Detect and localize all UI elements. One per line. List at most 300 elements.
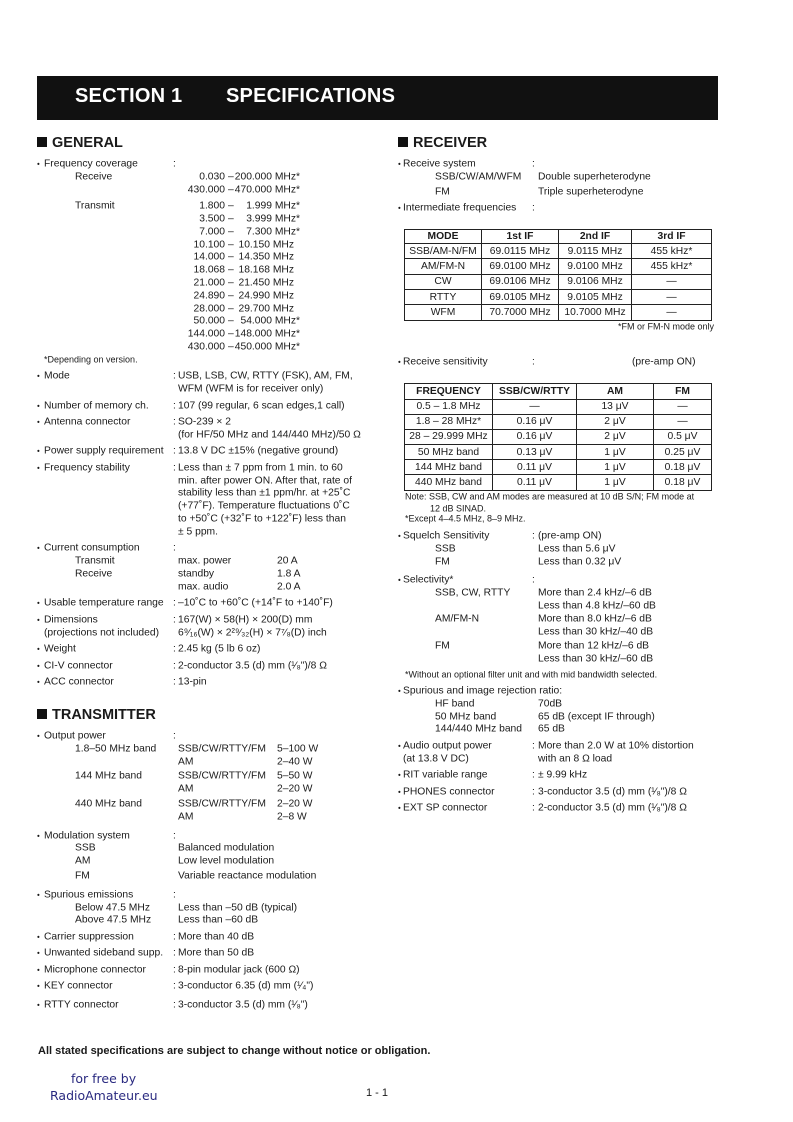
spec-sublabel: FM bbox=[435, 186, 450, 198]
table-cell: 0.16 μV bbox=[493, 414, 577, 429]
bullet-dot: • bbox=[37, 932, 40, 942]
spec-value: 3-conductor 6.35 (d) mm (¹⁄₄") bbox=[178, 980, 314, 992]
table-cell: 0.18 μV bbox=[654, 475, 712, 490]
spec-sublabel: FM bbox=[435, 556, 450, 568]
table-cell: 13 μV bbox=[577, 399, 654, 414]
spec-value: WFM (WFM is for receiver only) bbox=[178, 383, 324, 395]
spec-label: EXT SP connector bbox=[403, 802, 488, 814]
frequency-high-text: 1.999 MHz* bbox=[246, 200, 300, 212]
column-header: AM bbox=[577, 383, 654, 399]
spec-label: Usable temperature range bbox=[44, 597, 164, 609]
frequency-high bbox=[230, 251, 294, 264]
spec-value: 3-conductor 3.5 (d) mm (¹⁄₈")/8 Ω bbox=[538, 786, 687, 798]
spec-label: Output power bbox=[44, 730, 106, 742]
frequency-high bbox=[230, 328, 300, 341]
spec-label: Squelch Sensitivity bbox=[403, 530, 490, 542]
spec-value: 2-conductor 3.5 (d) mm (¹⁄₈")/8 Ω bbox=[538, 802, 687, 814]
spec-value: AM bbox=[178, 783, 194, 795]
bullet-dot: • bbox=[398, 531, 401, 541]
spec-value: (+77˚F). Temperature fluctuations 0˚C bbox=[178, 500, 350, 512]
table-row bbox=[405, 429, 712, 444]
bullet-dot: • bbox=[37, 446, 40, 456]
spec-value: SSB/CW/RTTY/FM bbox=[178, 798, 266, 810]
spec-sublabel: 50 MHz band bbox=[435, 711, 497, 723]
spec-value: More than 2.4 kHz/–6 dB bbox=[538, 587, 652, 599]
spec-value: Less than 0.32 μV bbox=[538, 556, 622, 568]
table-row bbox=[405, 243, 712, 258]
colon: : bbox=[173, 597, 176, 609]
spec-value: standby bbox=[178, 568, 215, 580]
frequency-high-text: 54.000 MHz* bbox=[240, 315, 300, 327]
bullet-dot: • bbox=[398, 357, 401, 367]
bullet-dot: • bbox=[398, 787, 401, 797]
table-header-row bbox=[405, 383, 712, 399]
spec-sublabel: 144 MHz band bbox=[75, 770, 142, 782]
spec-value: 8-pin modular jack (600 Ω) bbox=[178, 964, 300, 976]
bullet-dot: • bbox=[37, 615, 40, 625]
table-row bbox=[405, 414, 712, 429]
range-dash: – bbox=[228, 328, 234, 340]
table-cell: SSB/AM-N/FM bbox=[405, 243, 482, 258]
spec-value: AM bbox=[178, 811, 194, 823]
spec-value-secondary: 2–20 W bbox=[277, 783, 313, 795]
table-row bbox=[405, 475, 712, 490]
bullet-dot: • bbox=[37, 159, 40, 169]
table-cell: WFM bbox=[405, 305, 482, 320]
spec-value: 3-conductor 3.5 (d) mm (¹⁄₈") bbox=[178, 999, 308, 1011]
bullet-dot: • bbox=[37, 981, 40, 991]
spec-value: Less than 5.6 μV bbox=[538, 543, 616, 555]
spec-label: Carrier suppression bbox=[44, 931, 134, 943]
footnote: *Without an optional filter unit and with mid bandwidth selected. bbox=[405, 669, 658, 679]
frequency-high bbox=[230, 238, 294, 251]
table-cell: — bbox=[654, 414, 712, 429]
spec-value: Less than 30 kHz/–60 dB bbox=[538, 653, 654, 665]
square-bullet-icon bbox=[398, 137, 408, 147]
watermark-line-1: for free by bbox=[71, 1071, 137, 1086]
section-header-bar bbox=[37, 76, 718, 120]
spec-value-secondary: 2–20 W bbox=[277, 798, 313, 810]
colon: : bbox=[173, 830, 176, 842]
frequency-high-text: 21.450 MHz bbox=[238, 277, 294, 289]
spec-label: Receive sensitivity bbox=[403, 356, 488, 368]
spec-label: Audio output power bbox=[403, 740, 492, 752]
spec-value: 13-pin bbox=[178, 676, 207, 688]
spec-value: max. power bbox=[178, 555, 232, 567]
bullet-dot: • bbox=[37, 371, 40, 381]
spec-value: More than 40 dB bbox=[178, 931, 255, 943]
colon: : bbox=[532, 202, 535, 214]
frequency-low: 0.030 bbox=[199, 171, 225, 183]
colon: : bbox=[173, 980, 176, 992]
bullet-dot: • bbox=[37, 401, 40, 410]
frequency-low: 14.000 bbox=[193, 251, 225, 263]
frequency-low: 18.068 bbox=[193, 264, 225, 276]
spec-label: Modulation system bbox=[44, 830, 130, 842]
frequency-high bbox=[230, 264, 294, 277]
colon: : bbox=[173, 614, 176, 626]
spec-value: 2-conductor 3.5 (d) mm (¹⁄₈")/8 Ω bbox=[178, 660, 327, 671]
spec-value: (pre-amp ON) bbox=[538, 530, 602, 542]
table-cell: 9.0100 MHz bbox=[559, 259, 632, 274]
range-dash: – bbox=[228, 341, 234, 353]
frequency-low: 10.100 bbox=[193, 239, 225, 250]
spec-value: 167(W) × 58(H) × 200(D) mm bbox=[178, 614, 313, 626]
spec-label: Dimensions bbox=[44, 614, 98, 626]
table-cell: 69.0106 MHz bbox=[482, 274, 559, 289]
section-heading bbox=[37, 707, 156, 723]
square-bullet-icon bbox=[37, 709, 47, 719]
frequency-high bbox=[230, 340, 300, 353]
frequency-high-text: 10.150 MHz bbox=[238, 239, 294, 250]
range-dash: – bbox=[228, 213, 234, 225]
spec-sublabel: AM bbox=[75, 855, 91, 867]
frequency-high-text: 29.700 MHz bbox=[238, 303, 294, 314]
spec-value-secondary: 2–40 W bbox=[277, 756, 313, 768]
spec-sublabel: Receive bbox=[75, 568, 113, 580]
frequency-high bbox=[230, 183, 300, 196]
colon: : bbox=[173, 660, 176, 671]
spec-label: CI-V connector bbox=[44, 660, 113, 671]
spec-value: stability less than ±1 ppm/hr. at +25˚C bbox=[178, 487, 351, 499]
colon: : bbox=[173, 462, 176, 474]
frequency-low: 7.000 bbox=[199, 226, 225, 238]
spec-label: Unwanted sideband supp. bbox=[44, 947, 164, 959]
spec-sublabel: Receive bbox=[75, 171, 113, 183]
table-cell: CW bbox=[405, 274, 482, 289]
spec-value: Less than 4.8 kHz/–60 dB bbox=[538, 600, 656, 611]
frequency-low: 3.500 bbox=[199, 213, 225, 225]
table-header-row bbox=[405, 229, 712, 243]
table-cell: 9.0105 MHz bbox=[559, 290, 632, 305]
spec-value: 13.8 V DC ±15% (negative ground) bbox=[178, 445, 339, 457]
table-cell: 440 MHz band bbox=[405, 475, 493, 490]
table-cell: 10.7000 MHz bbox=[559, 305, 632, 320]
frequency-low: 144.000 bbox=[187, 328, 225, 340]
column-header: FM bbox=[654, 383, 712, 399]
spec-value-secondary: 2.0 A bbox=[277, 581, 301, 593]
spec-sublabel: 440 MHz band bbox=[75, 798, 142, 810]
colon: : bbox=[532, 574, 535, 586]
column-header: MODE bbox=[405, 229, 482, 243]
spec-value: ± 5 ppm. bbox=[178, 526, 218, 538]
bullet-dot: • bbox=[398, 803, 401, 813]
range-dash: – bbox=[228, 315, 234, 327]
table-cell: 69.0105 MHz bbox=[482, 290, 559, 305]
range-dash: – bbox=[228, 226, 234, 238]
table-cell: 70.7000 MHz bbox=[482, 305, 559, 320]
section-heading-text: TRANSMITTER bbox=[52, 707, 156, 723]
watermark-line-2: RadioAmateur.eu bbox=[50, 1088, 158, 1103]
table-cell: 0.5 μV bbox=[654, 429, 712, 444]
table-cell: 0.11 μV bbox=[493, 460, 577, 475]
frequency-low: 430.000 bbox=[187, 184, 225, 196]
frequency-low: 21.000 bbox=[193, 277, 225, 289]
footnote: *FM or FM-N mode only bbox=[617, 321, 714, 332]
spec-value: (for HF/50 MHz and 144/440 MHz)/50 Ω bbox=[178, 429, 361, 441]
section-heading-text: RECEIVER bbox=[413, 135, 488, 151]
bullet-dot: • bbox=[37, 644, 40, 654]
frequency-low: 28.000 bbox=[193, 303, 225, 314]
spec-value: Less than 30 kHz/–40 dB bbox=[538, 626, 654, 638]
sens-table bbox=[404, 383, 712, 491]
frequency-high bbox=[230, 170, 300, 183]
spec-label: Spurious emissions bbox=[44, 889, 134, 901]
table-row bbox=[405, 274, 712, 289]
range-dash: – bbox=[228, 277, 234, 289]
column-header: 1st IF bbox=[482, 229, 559, 243]
table-row bbox=[405, 460, 712, 475]
colon: : bbox=[173, 416, 176, 428]
spec-value: ± 9.99 kHz bbox=[538, 769, 588, 781]
frequency-low: 50.000 bbox=[193, 315, 225, 327]
range-dash: – bbox=[228, 290, 234, 302]
spec-label: RIT variable range bbox=[403, 769, 488, 781]
spec-value: to +50˚C (+32˚F to +122˚F) less than bbox=[178, 513, 346, 525]
spec-value: min. after power ON. After that, rate of bbox=[178, 475, 352, 487]
frequency-high-text: 470.000 MHz* bbox=[234, 184, 300, 196]
spec-sublabel: Above 47.5 MHz bbox=[75, 914, 152, 926]
bullet-dot: • bbox=[398, 770, 401, 780]
table-cell: 0.16 μV bbox=[493, 429, 577, 444]
spec-label: Selectivity* bbox=[403, 574, 454, 586]
bullet-dot: • bbox=[37, 731, 40, 741]
table-row bbox=[405, 399, 712, 414]
frequency-high-text: 18.168 MHz bbox=[238, 264, 294, 276]
spec-sublabel: SSB/CW/AM/WFM bbox=[435, 171, 522, 183]
table-cell: 1 μV bbox=[577, 460, 654, 475]
spec-sublabel: AM/FM-N bbox=[435, 613, 480, 625]
column-header: SSB/CW/RTTY bbox=[493, 383, 577, 399]
bullet-dot: • bbox=[398, 203, 401, 213]
footnote: *Except 4–4.5 MHz, 8–9 MHz. bbox=[405, 513, 526, 524]
spec-label: Antenna connector bbox=[44, 416, 131, 428]
colon: : bbox=[173, 947, 176, 959]
range-dash: – bbox=[228, 239, 234, 250]
frequency-high bbox=[230, 276, 294, 289]
spec-sublabel: Transmit bbox=[75, 555, 115, 567]
spec-value: 6⁹⁄₁₆(W) × 2²⁹⁄₃₂(H) × 7⁷⁄₈(D) inch bbox=[178, 627, 327, 638]
spec-value: Variable reactance modulation bbox=[178, 870, 317, 882]
range-dash: – bbox=[228, 171, 234, 183]
table-cell: 0.18 μV bbox=[654, 460, 712, 475]
colon: : bbox=[173, 676, 176, 688]
spec-value-secondary: 5–100 W bbox=[277, 743, 319, 755]
page-number: 1 - 1 bbox=[366, 1087, 389, 1099]
colon: : bbox=[173, 889, 176, 901]
range-dash: – bbox=[228, 200, 234, 212]
spec-sublabel: SSB bbox=[435, 543, 456, 555]
table-cell: 1 μV bbox=[577, 475, 654, 490]
range-dash: – bbox=[228, 184, 234, 196]
table-row bbox=[405, 445, 712, 460]
spec-label: KEY connector bbox=[44, 980, 113, 992]
spec-label: Microphone connector bbox=[44, 964, 146, 976]
frequency-low: 1.800 bbox=[199, 200, 225, 212]
square-bullet-icon bbox=[37, 137, 47, 147]
bullet-dot: • bbox=[398, 741, 401, 751]
section-heading bbox=[37, 135, 123, 151]
colon: : bbox=[532, 158, 535, 170]
frequency-high-text: 24.990 MHz bbox=[238, 290, 294, 302]
spec-label: Mode bbox=[44, 370, 70, 382]
spec-sublabel: SSB bbox=[75, 842, 96, 854]
colon: : bbox=[173, 158, 176, 170]
bullet-dot: • bbox=[37, 948, 40, 958]
colon: : bbox=[173, 999, 176, 1011]
spec-value: Less than –60 dB bbox=[178, 914, 259, 926]
spec-value: Low level modulation bbox=[178, 855, 275, 867]
bullet-dot: • bbox=[37, 661, 40, 670]
colon: : bbox=[173, 400, 176, 411]
colon: : bbox=[173, 931, 176, 943]
footnote: *Depending on version. bbox=[44, 354, 138, 365]
spec-sublabel: Below 47.5 MHz bbox=[75, 902, 150, 914]
footnote: Note: SSB, CW and AM modes are measured at 10 dB S/N; FM mode at bbox=[405, 491, 695, 502]
table-cell: 1 μV bbox=[577, 445, 654, 460]
spec-sublabel: SSB, CW, RTTY bbox=[435, 587, 511, 599]
bullet-dot: • bbox=[37, 1000, 40, 1010]
table-cell: RTTY bbox=[405, 290, 482, 305]
table-cell: — bbox=[654, 399, 712, 414]
table-cell: 2 μV bbox=[577, 429, 654, 444]
table-row bbox=[405, 259, 712, 274]
spec-label: Receive system bbox=[403, 158, 476, 170]
range-dash: – bbox=[228, 264, 234, 276]
bullet-dot: • bbox=[37, 890, 40, 900]
table-cell: 69.0115 MHz bbox=[482, 243, 559, 258]
frequency-high-text: 450.000 MHz* bbox=[234, 341, 300, 353]
table-cell: 2 μV bbox=[577, 414, 654, 429]
colon: : bbox=[532, 769, 535, 781]
colon: : bbox=[173, 730, 176, 742]
spec-value: AM bbox=[178, 756, 194, 768]
table-cell: 455 kHz* bbox=[632, 243, 712, 258]
table-cell: 144 MHz band bbox=[405, 460, 493, 475]
spec-value: More than 12 kHz/–6 dB bbox=[538, 640, 650, 652]
spec-value: SSB/CW/RTTY/FM bbox=[178, 743, 266, 755]
bullet-dot: • bbox=[37, 463, 40, 473]
frequency-high-text: 14.350 MHz bbox=[238, 251, 294, 263]
spec-label: Intermediate frequencies bbox=[403, 202, 517, 214]
spec-value: 65 dB (except IF through) bbox=[538, 711, 655, 723]
spec-label: ACC connector bbox=[44, 676, 114, 688]
spec-value-secondary: 20 A bbox=[277, 555, 298, 567]
colon: : bbox=[532, 786, 535, 798]
spec-sublabel: FM bbox=[435, 640, 450, 652]
frequency-high bbox=[230, 200, 300, 213]
frequency-low: 430.000 bbox=[187, 341, 225, 353]
frequency-high-text: 3.999 MHz* bbox=[246, 213, 300, 225]
spec-label: Current consumption bbox=[44, 542, 140, 554]
spec-value: with an 8 Ω load bbox=[538, 753, 613, 765]
table-cell: 50 MHz band bbox=[405, 445, 493, 460]
colon: : bbox=[173, 445, 176, 457]
frequency-low: 24.890 bbox=[193, 290, 225, 302]
spec-value: Double superheterodyne bbox=[538, 171, 651, 183]
table-cell: — bbox=[632, 290, 712, 305]
section-number: SECTION 1 bbox=[75, 85, 183, 107]
table-cell: — bbox=[632, 305, 712, 320]
bullet-dot: • bbox=[398, 159, 401, 169]
spec-value-secondary: 1.8 A bbox=[277, 568, 301, 580]
spec-label: Weight bbox=[44, 643, 76, 655]
spec-value: Less than –50 dB (typical) bbox=[178, 902, 298, 914]
spec-sublabel: 144/440 MHz band bbox=[435, 723, 523, 735]
table-cell: 455 kHz* bbox=[632, 259, 712, 274]
spec-value-secondary: 2–8 W bbox=[277, 811, 307, 823]
frequency-high-text: 148.000 MHz* bbox=[234, 328, 300, 340]
spec-value: More than 2.0 W at 10% distortion bbox=[538, 740, 694, 752]
table-cell: 28 – 29.999 MHz bbox=[405, 429, 493, 444]
spec-value: More than 50 dB bbox=[178, 947, 255, 959]
frequency-high bbox=[230, 212, 300, 225]
column-header: FREQUENCY bbox=[405, 383, 493, 399]
spec-value: USB, LSB, CW, RTTY (FSK), AM, FM, bbox=[178, 370, 353, 382]
section-title: SPECIFICATIONS bbox=[226, 85, 396, 107]
table-row bbox=[405, 305, 712, 320]
spec-label: Power supply requirement bbox=[44, 445, 164, 457]
spec-value: Balanced modulation bbox=[178, 842, 275, 854]
section-heading bbox=[398, 135, 487, 151]
colon: : bbox=[532, 740, 535, 752]
spec-value: 2.45 kg (5 lb 6 oz) bbox=[178, 643, 261, 655]
table-cell: 0.25 μV bbox=[654, 445, 712, 460]
table-cell: 69.0100 MHz bbox=[482, 259, 559, 274]
colon: : bbox=[532, 802, 535, 814]
disclaimer: All stated specifications are subject to change without notice or obligation. bbox=[38, 1045, 431, 1057]
spec-value: SSB/CW/RTTY/FM bbox=[178, 770, 266, 782]
colon: : bbox=[173, 370, 176, 382]
table-cell: — bbox=[632, 274, 712, 289]
column-header: 3rd IF bbox=[632, 229, 712, 243]
colon: : bbox=[173, 964, 176, 976]
frequency-high bbox=[230, 315, 300, 328]
spec-label: (at 13.8 V DC) bbox=[403, 753, 469, 765]
spec-label: Number of memory ch. bbox=[44, 400, 149, 411]
bullet-dot: • bbox=[37, 417, 40, 427]
frequency-high bbox=[230, 302, 294, 315]
colon: : bbox=[532, 356, 535, 368]
table-cell: 0.11 μV bbox=[493, 475, 577, 490]
column-header: 2nd IF bbox=[559, 229, 632, 243]
spec-value: More than 8.0 kHz/–6 dB bbox=[538, 613, 652, 625]
table-cell: 9.0106 MHz bbox=[559, 274, 632, 289]
spec-value: 65 dB bbox=[538, 723, 565, 735]
range-dash: – bbox=[228, 251, 234, 263]
bullet-dot: • bbox=[37, 598, 40, 608]
spec-value-secondary: 5–50 W bbox=[277, 770, 313, 782]
frequency-high-text: 200.000 MHz* bbox=[234, 171, 300, 183]
spec-label: RTTY connector bbox=[44, 999, 119, 1011]
table-cell: 1.8 – 28 MHz* bbox=[405, 414, 493, 429]
bullet-dot: • bbox=[37, 965, 40, 975]
spec-value: SO-239 × 2 bbox=[178, 416, 231, 428]
spec-value: max. audio bbox=[178, 581, 229, 593]
if-table bbox=[404, 229, 712, 321]
table-row bbox=[405, 290, 712, 305]
spec-label: (projections not included) bbox=[44, 627, 160, 638]
table-cell: 9.0115 MHz bbox=[559, 243, 632, 258]
spec-value: 70dB bbox=[538, 698, 563, 710]
spec-value: 107 (99 regular, 6 scan edges,1 call) bbox=[178, 400, 345, 411]
spec-label: Spurious and image rejection ratio: bbox=[403, 685, 563, 697]
table-cell: — bbox=[493, 399, 577, 414]
table-cell: 0.13 μV bbox=[493, 445, 577, 460]
bullet-dot: • bbox=[398, 686, 401, 696]
colon: : bbox=[532, 530, 535, 542]
colon: : bbox=[173, 643, 176, 655]
